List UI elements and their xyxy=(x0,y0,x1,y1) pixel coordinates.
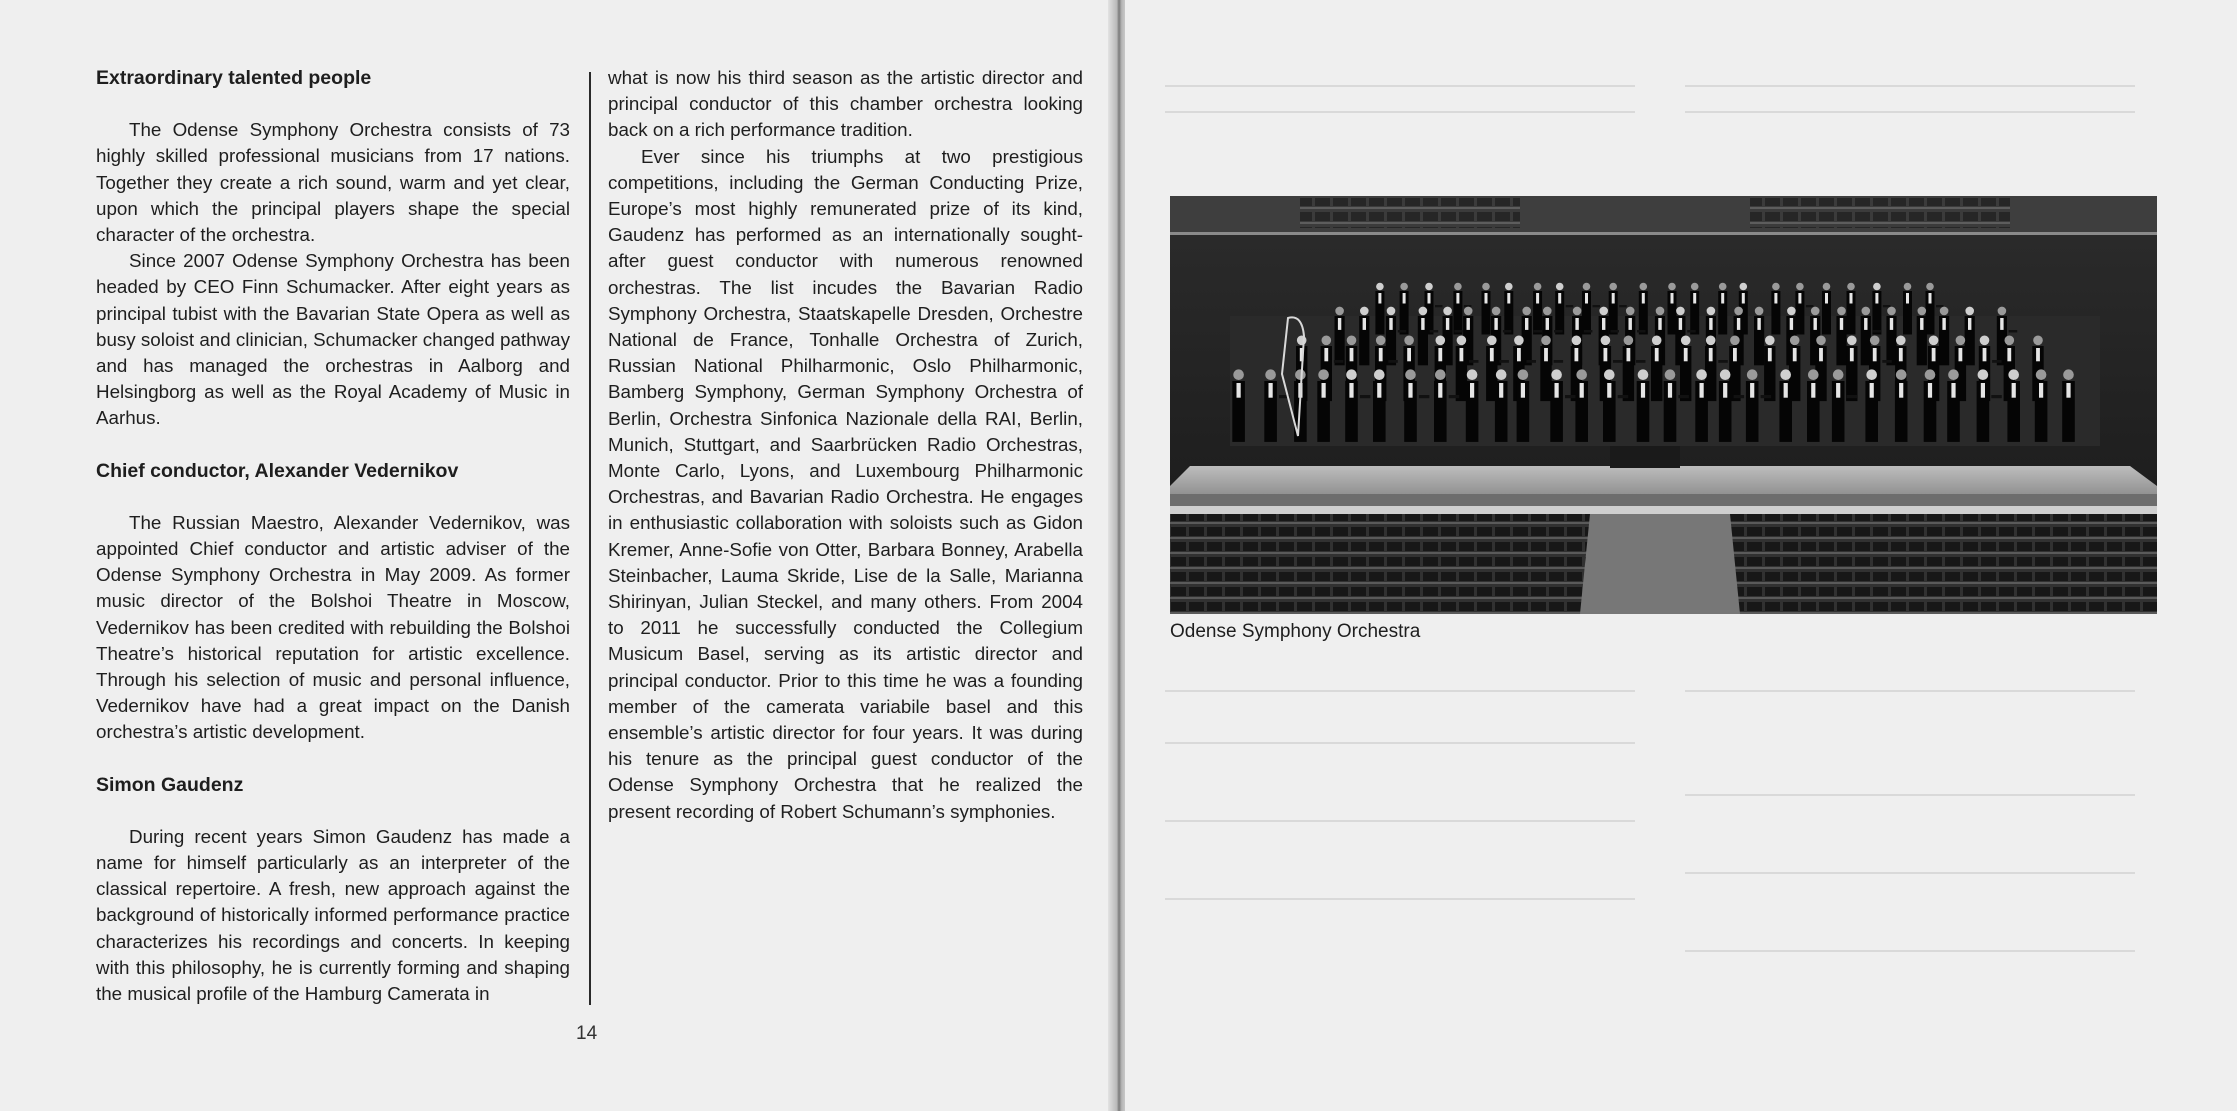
photo-caption: Odense Symphony Orchestra xyxy=(1170,621,1421,642)
paragraph: The Odense Symphony Orchestra consists of 73 highly skilled professional musicians from 17 nations. Together they create a rich sound, warm and yet clear, upon which the principal players shape the special character of the orchestra. xyxy=(96,119,570,246)
paragraph: The Russian Maestro, Alexander Vedernikov, was appointed Chief conductor and artistic adviser of the Odense Symphony Orchestra in May 2009. As former music director of the Bolshoi Theatre in Moscow, Vedernikov has been credited with rebuilding the Bolshoi Theatre’s historical reputation for artistic excellence. Through his selection of music and personal influence, Vedernikov have had a great impact on the Danish orchestra’s artistic development. xyxy=(96,511,570,743)
heading-simon-gaudenz: Simon Gaudenz xyxy=(96,773,244,796)
left-page xyxy=(0,0,1115,1111)
right-page xyxy=(1125,0,2237,1111)
orchestra-photo-illustration xyxy=(1170,196,2157,614)
page-number: 14 xyxy=(576,1023,598,1044)
text-column-left xyxy=(96,65,570,1007)
orchestra-photo xyxy=(1170,196,2157,614)
heading-chief-conductor: Chief conductor, Alexander Vedernikov xyxy=(96,459,459,482)
paragraph: During recent years Simon Gaudenz has made a name for himself particularly as an interpreter of the classical repertoire. A fresh, new approach against the background of historically informed performance practice characterizes his recordings and concerts. In keeping with this philosophy, he is currently forming and shaping the musical profile of the Hamburg Camerata in xyxy=(96,825,570,1005)
heading-extraordinary-talented-people: Extraordinary talented people xyxy=(96,67,372,89)
column-divider xyxy=(589,72,591,1005)
paragraph: Ever since his triumphs at two prestigious competitions, including the German Conducting Prize, Europe’s most highly remunerated prize of its kind, Gaudenz has performed as an internationally sought-after guest conductor with numerous renowned orchestras. The list incudes the Bavarian Radio Symphony Orchestra, Staatskapelle Dresden, Orchestre National de France, Tonhalle Orchestra of Zurich, Russian National Philharmonic, Oslo Philharmonic, Bamberg Symphony, German Symphony Orchestra of Berlin, Orchestra Sinfonica Nazionale della RAI, Berlin, Munich, Stuttgart, and Saarbrücken Radio Orchestras, Monte Carlo, Lyons, and Luxembourg Philharmonic Orchestras, and Bavarian Radio Orchestra. He engages in enthusiastic collaboration with soloists such as Gidon Kremer, Anne-Sofie von Otter, Barbara Bonney, Arabella Steinbacher, Lauma Skride, Lise de la Salle, Marianna Shirinyan, Julian Steckel, and many others. From 2004 to 2011 he successfully conducted the Collegium Musicum Basel, serving as its artistic director and principal conductor. Prior to this time he was a founding member of the camerata variabile basel and this ensemble’s artistic director for four years. It was during his tenure as the principal guest conductor of the Odense Symphony Orchestra that he realized the present recording of Robert Schumann’s symphonies. xyxy=(608,145,1083,822)
paragraph-continuation: what is now his third season as the artistic director and principal conductor of this chamber orchestra looking back on a rich performance tradition. xyxy=(608,67,1083,141)
text-column-right xyxy=(608,65,1083,825)
paragraph: Since 2007 Odense Symphony Orchestra has been headed by CEO Finn Schumacker. After eight years as principal tubist with the Bavarian State Opera as well as busy soloist and clinician, Schumacker changed pathway and has managed the orchestras in Aalborg and Helsingborg as well as the Royal Academy of Music in Aarhus. xyxy=(96,250,570,429)
